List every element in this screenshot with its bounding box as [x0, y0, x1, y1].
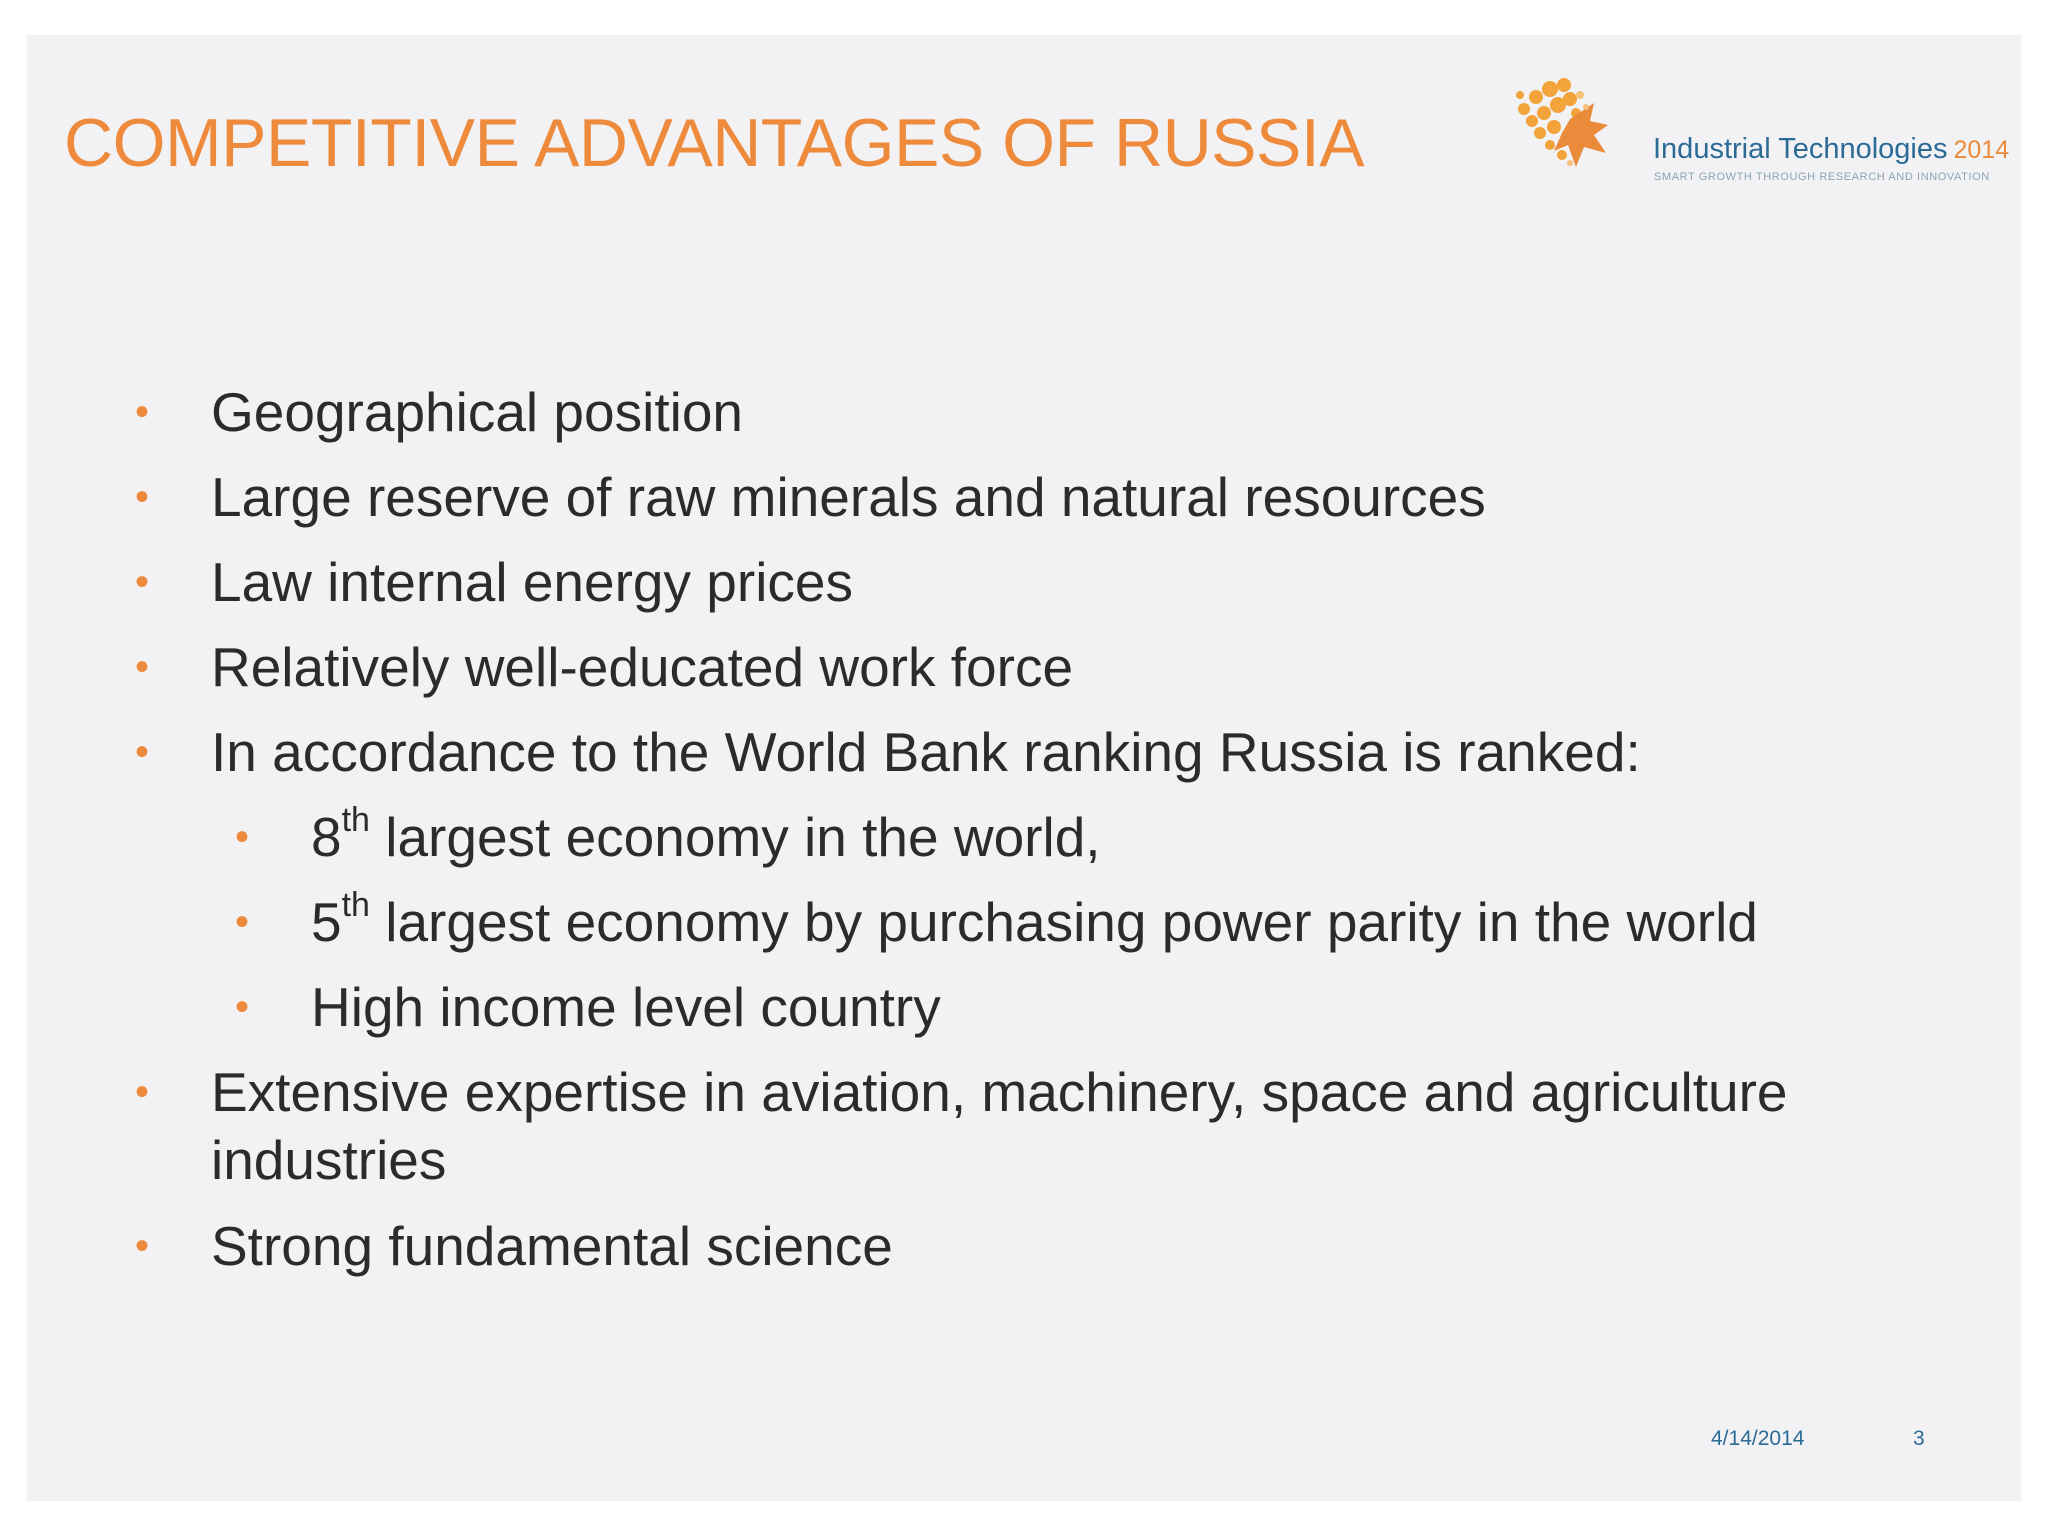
- bullet-dot-icon: •: [235, 985, 250, 1029]
- rank-suffix: th: [341, 800, 370, 839]
- bullet-dot-icon: •: [135, 560, 150, 604]
- footer-date: 4/14/2014: [1711, 1427, 1805, 1450]
- bullet-dot-icon: •: [135, 390, 150, 434]
- bullet-text: Geographical position: [211, 381, 744, 443]
- logo-dots-icon: [1510, 67, 1630, 187]
- logo-name-text: Industrial Technologies: [1653, 133, 1948, 165]
- bullet-text: Large reserve of raw minerals and natural resources: [211, 466, 1486, 528]
- bullet-text-line2: industries: [211, 1129, 447, 1191]
- bullet-text: Relatively well-educated work force: [211, 636, 1074, 698]
- rank-number: 5: [311, 891, 342, 953]
- logo: [1510, 67, 2010, 187]
- bullet-text: In accordance to the World Bank ranking Russia is ranked:: [211, 721, 1641, 783]
- bullet-text-line1: Extensive expertise in aviation, machinery, space and agriculture: [211, 1061, 1788, 1123]
- bullet-text: [311, 800, 1101, 871]
- rank-number: 8: [311, 806, 342, 868]
- slide-title: COMPETITIVE ADVANTAGES OF RUSSIA: [64, 105, 1365, 181]
- logo-name: [1653, 135, 2009, 164]
- bullet-text: [311, 885, 1758, 956]
- rank-text: largest economy in the world,: [369, 806, 1101, 868]
- bullet-dot-icon: •: [235, 900, 250, 944]
- bullet-text: Strong fundamental science: [211, 1215, 893, 1277]
- bullet-dot-icon: •: [235, 815, 250, 859]
- logo-tagline: SMART GROWTH THROUGH RESEARCH AND INNOVATION: [1654, 171, 1990, 183]
- rank-text: largest economy by purchasing power parity in the world: [369, 891, 1758, 953]
- logo-year: 2014: [1953, 136, 2010, 164]
- bullet-dot-icon: •: [135, 730, 150, 774]
- bullet-dot-icon: •: [135, 1224, 150, 1268]
- bullet-text: High income level country: [311, 976, 941, 1038]
- slide: [27, 35, 2021, 1501]
- page-number: 3: [1913, 1427, 1925, 1450]
- rank-suffix: th: [341, 885, 370, 924]
- bullet-dot-icon: •: [135, 645, 150, 689]
- bullet-dot-icon: •: [135, 1070, 150, 1114]
- bullet-dot-icon: •: [135, 475, 150, 519]
- bullet-text: Law internal energy prices: [211, 551, 854, 613]
